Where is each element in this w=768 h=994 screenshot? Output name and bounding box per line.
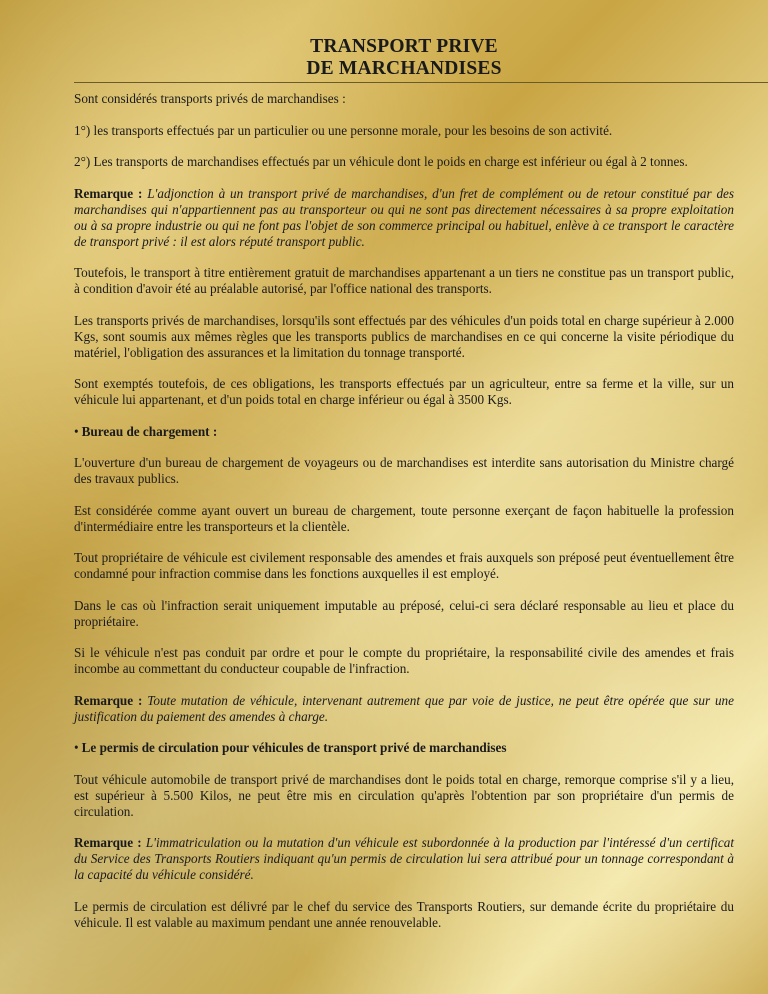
bureau-paragraph-5: Si le véhicule n'est pas conduit par ordre et pour le compte du propriétaire, la responsabilité civile des amendes et frais incombe au commettant du conducteur coupable de l'infraction. xyxy=(74,645,734,676)
title-line-2: DE MARCHANDISES xyxy=(306,58,502,79)
remark-2-paragraph xyxy=(74,693,734,725)
poids-2000-paragraph: Les transports privés de marchandises, lorsqu'ils sont effectués par des véhicules d'un poids total en charge supérieur à 2.000 Kgs, sont soumis aux mêmes règles que les transports publics de marchandises en ce qui concerne la visite périodique du matériel, l'obligation des assurances et la limitation du tonnage transporté. xyxy=(74,312,734,360)
bureau-paragraph-1: L'ouverture d'un bureau de chargement de voyageurs ou de marchandises est interdite sans autorisation du Ministre chargé des travaux publics. xyxy=(74,455,734,486)
exemption-paragraph: Sont exemptés toutefois, de ces obligations, les transports effectués par un agriculteur, entre sa ferme et la ville, sur un véhicule lui appartenant, et d'un poids total en charge inférieur ou égal à 3500 Kgs. xyxy=(74,376,734,407)
item-2-paragraph: 2°) Les transports de marchandises effectués par un véhicule dont le poids en charge est inférieur ou égal à 2 tonnes. xyxy=(74,154,688,169)
title-divider xyxy=(74,82,768,83)
remark-3-text: L'immatriculation ou la mutation d'un véhicule est subordonnée à la production par l'intéressé d'un certificat du Service des Transports Routiers indiquant qu'un permis de circulation lui sera attribué pour un tonnage correspondant à la capacité du véhicule considéré. xyxy=(74,835,735,882)
remark-label: Remarque : xyxy=(74,692,143,708)
remark-label: Remarque : xyxy=(74,835,142,850)
remark-label: Remarque : xyxy=(74,185,143,201)
page-title xyxy=(74,36,734,80)
intro-paragraph: Sont considérés transports privés de marchandises : xyxy=(74,91,346,106)
bullet-icon: • xyxy=(74,423,79,439)
remark-2-text: Toute mutation de véhicule, intervenant autrement que par voie de justice, ne peut être opérée que sur une justification du paiement des amendes à charge. xyxy=(74,692,735,724)
heading-permis-text: Le permis de circulation pour véhicules de transport privé de marchandises xyxy=(81,740,507,755)
section-heading-bureau xyxy=(74,424,734,440)
bureau-paragraph-3: Tout propriétaire de véhicule est civilement responsable des amendes et frais auxquels son préposé peut éventuellement être condamné pour infraction commise dans les fonctions auxquelles il est employé. xyxy=(74,550,734,581)
title-line-1: TRANSPORT PRIVE xyxy=(310,36,498,57)
bureau-paragraph-4: Dans le cas où l'infraction serait uniquement imputable au préposé, celui-ci sera déclaré responsable au lieu et place du propriétaire. xyxy=(74,597,734,629)
gratuit-paragraph: Toutefois, le transport à titre entièrement gratuit de marchandises appartenant a un tiers ne constitue pas un transport public, à condition d'avoir été au préalable autorisé, par l'office national des transports. xyxy=(74,265,734,296)
remark-1-text: L'adjonction à un transport privé de marchandises, d'un fret de complément ou de retour constitué par des marchandises qui n'appartiennent pas au transporteur ou qui ne sont pas directement nécessaires à sa propre exploitation ou à sa propre industrie ou qui ne font pas l'objet de son commerce principal ou habituel, enlève à ce transport le caractère de transport privé : il est alors réputé transport public. xyxy=(74,185,735,249)
permis-paragraph-1: Tout véhicule automobile de transport privé de marchandises dont le poids total en charge, remorque comprise s'il y a lieu, est supérieur à 5.500 Kilos, ne peut être mis en circulation qu'après l'obtention par son propriétaire d'un permis de circulation. xyxy=(74,771,734,819)
document-page xyxy=(74,36,734,946)
heading-bureau-text: Bureau de chargement : xyxy=(81,423,218,439)
remark-1-paragraph xyxy=(74,186,734,250)
section-heading-permis xyxy=(74,740,734,756)
remark-3-paragraph xyxy=(74,835,734,883)
bureau-paragraph-2: Est considérée comme ayant ouvert un bureau de chargement, toute personne exerçant de façon habituelle la profession d'intermédiaire entre les transporteurs et la clientèle. xyxy=(74,502,734,534)
permis-paragraph-2: Le permis de circulation est délivré par le chef du service des Transports Routiers, sur demande écrite du propriétaire du véhicule. Il est valable au maximum pendant une année renouvelable. xyxy=(74,898,734,930)
bullet-icon: • xyxy=(74,740,79,755)
item-1-paragraph: 1°) les transports effectués par un particulier ou une personne morale, pour les besoins de son activité. xyxy=(74,122,613,138)
